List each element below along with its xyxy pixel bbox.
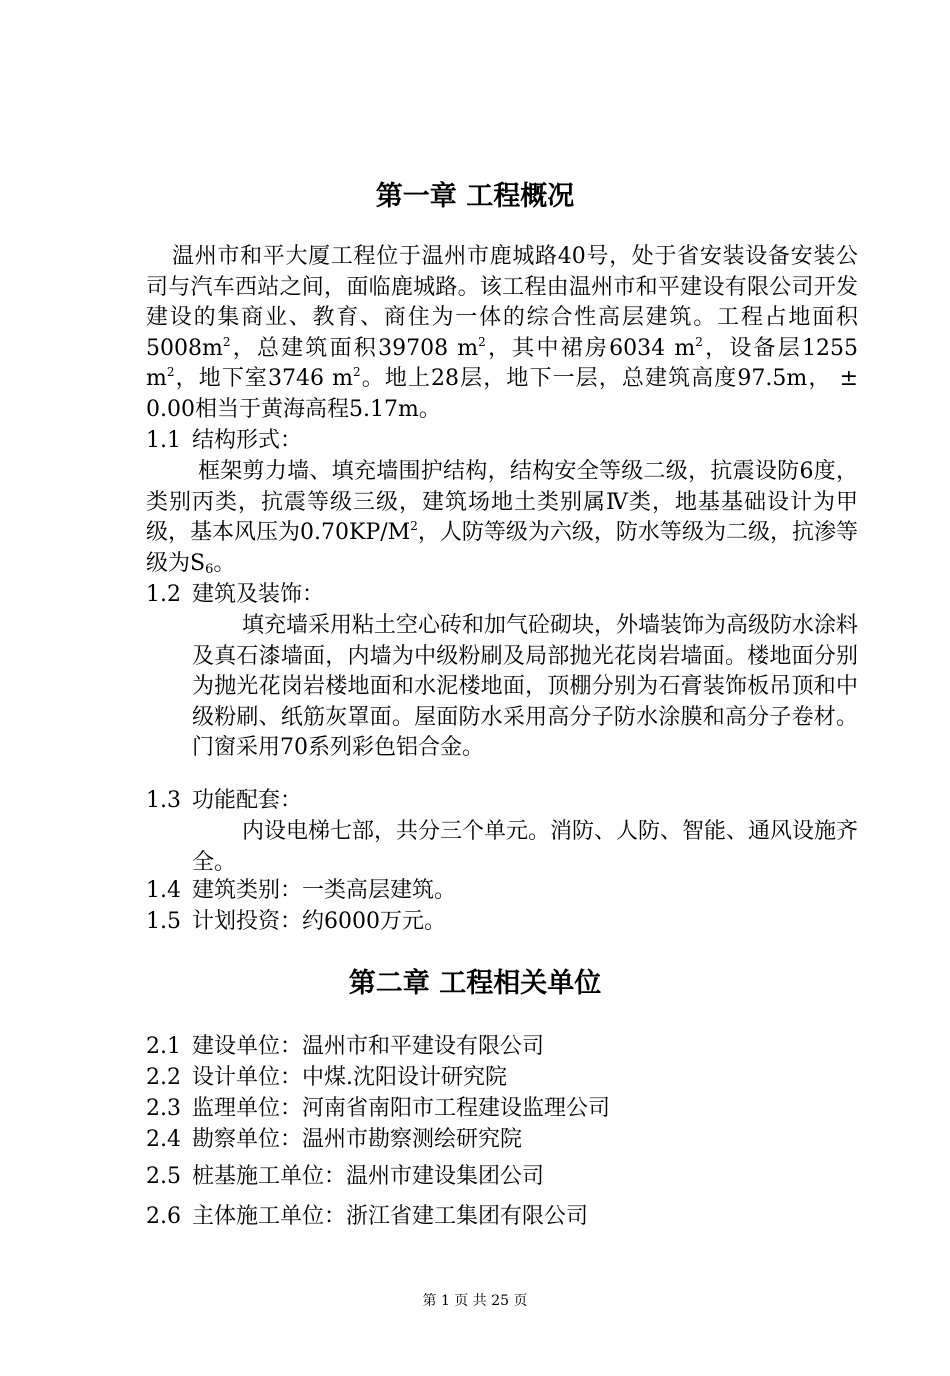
unit-list-item: 2.6 主体施工单位：浙江省建工集团有限公司 (146, 1204, 589, 1229)
unit-list-item: 2.3 监理单位：河南省南阳市工程建设监理公司 (146, 1096, 611, 1121)
unit-list-item: 2.2 设计单位：中煤.沈阳设计研究院 (146, 1065, 507, 1090)
structure-form-paragraph: 框架剪力墙、填充墙围护结构，结构安全等级二级，抗震设防6度，类别丙类，抗震等级三级，建筑场地土类别属Ⅳ类，地基基础设计为甲级，基本风压为$0.70KP/M^2$，人防等级为六级，防水等级为二级，抗渗等级为$S_6$。 (146, 459, 858, 577)
unit-list-item: 2.5 桩基施工单位：温州市建设集团公司 (146, 1164, 545, 1189)
project-overview-paragraph: 温州市和平大厦工程位于温州市鹿城路40号，处于省安装设备安装公司与汽车西站之间，面临鹿城路。该工程由温州市和平建设有限公司开发建设的集商业、教育、商住为一体的综合性高层建筑。工程占地面积$5008m^2$，总建筑面积39708 $m^2$，其中裙房6034 $m^2$，设备层1255 $m^2$，地下室3746 $m^2$。地上28层，地下一层，总建筑高度97.5m， ± 0.00相当于黄海高程5.17m。 (146, 244, 858, 422)
section-1-3-heading: 1.3 功能配套： (146, 788, 303, 813)
section-1-1-heading: 1.1 结构形式： (146, 428, 303, 453)
building-decoration-paragraph: 填充墙采用粘土空心砖和加气砼砌块，外墙装饰为高级防水涂料及真石漆墙面，内墙为中级粉刷及局部抛光花岗岩墙面。楼地面分别为抛光花岗岩楼地面和水泥楼地面，顶棚分别为石膏装饰板吊顶和中级粉刷、纸筋灰罩面。屋面防水采用高分子防水涂膜和高分子卷材。门窗采用70系列彩色铝合金。 (192, 613, 859, 760)
unit-list-item: 2.4 勘察单位：温州市勘察测绘研究院 (146, 1127, 523, 1152)
chapter-1-title: 第一章 工程概况 (375, 181, 575, 212)
section-1-5: 1.5 计划投资：约6000万元。 (146, 909, 446, 934)
section-1-2-heading: 1.2 建筑及装饰： (146, 582, 325, 607)
facilities-paragraph: 内设电梯七部，共分三个单元。消防、人防、智能、通风设施齐全。 (192, 819, 859, 875)
chapter-2-title: 第二章 工程相关单位 (348, 968, 602, 999)
section-1-4: 1.4 建筑类别：一类高层建筑。 (146, 878, 457, 903)
unit-list-item: 2.1 建设单位：温州市和平建设有限公司 (146, 1034, 545, 1059)
page-footer: 第 1 页 共 25 页 (422, 1293, 528, 1309)
